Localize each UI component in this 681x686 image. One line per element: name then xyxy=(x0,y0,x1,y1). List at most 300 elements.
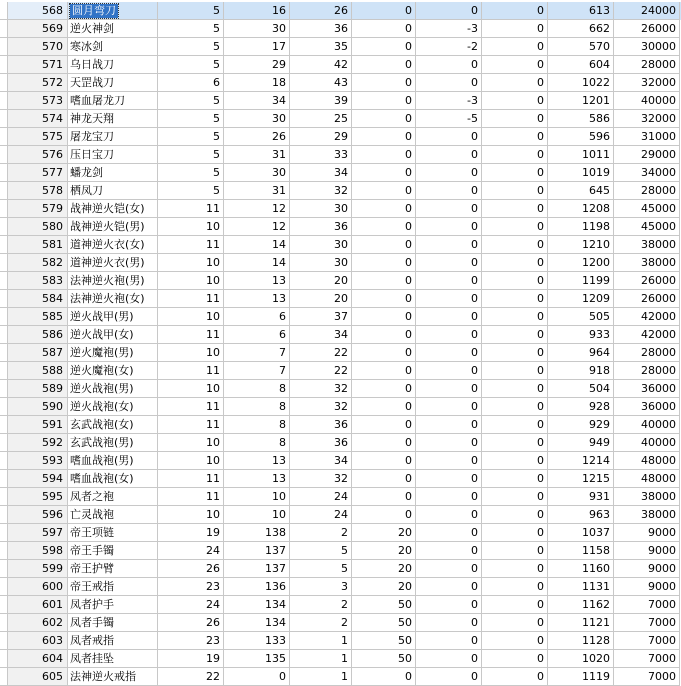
item-name-cell[interactable]: 战神逆火铠(女) xyxy=(68,200,158,218)
value-cell[interactable]: 30 xyxy=(290,236,352,254)
table-row[interactable] xyxy=(0,614,681,632)
value-cell[interactable]: 662 xyxy=(548,20,614,38)
table-row[interactable] xyxy=(0,632,681,650)
value-cell[interactable]: 133 xyxy=(224,632,290,650)
value-cell[interactable]: 0 xyxy=(482,218,548,236)
row-id-cell[interactable]: 576 xyxy=(8,146,68,164)
value-cell[interactable]: 0 xyxy=(416,272,482,290)
row-id-cell[interactable]: 598 xyxy=(8,542,68,560)
value-cell[interactable]: 0 xyxy=(352,272,416,290)
item-name-cell[interactable]: 栖凤刀 xyxy=(68,182,158,200)
row-id-cell[interactable]: 585 xyxy=(8,308,68,326)
row-id-cell[interactable]: 570 xyxy=(8,38,68,56)
value-cell[interactable]: 29 xyxy=(290,128,352,146)
value-cell[interactable]: 26 xyxy=(290,2,352,20)
price-cell[interactable]: 9000 xyxy=(614,560,680,578)
table-row[interactable] xyxy=(0,128,681,146)
row-id-cell[interactable]: 569 xyxy=(8,20,68,38)
value-cell[interactable]: 0 xyxy=(416,326,482,344)
value-cell[interactable]: 19 xyxy=(158,650,224,668)
value-cell[interactable]: 34 xyxy=(290,164,352,182)
table-row[interactable] xyxy=(0,218,681,236)
value-cell[interactable]: 25 xyxy=(290,110,352,128)
value-cell[interactable]: 39 xyxy=(290,92,352,110)
row-id-cell[interactable]: 579 xyxy=(8,200,68,218)
item-name-cell[interactable]: 蟠龙剑 xyxy=(68,164,158,182)
value-cell[interactable]: 11 xyxy=(158,398,224,416)
value-cell[interactable]: 1210 xyxy=(548,236,614,254)
price-cell[interactable]: 40000 xyxy=(614,416,680,434)
value-cell[interactable]: 33 xyxy=(290,146,352,164)
table-row[interactable] xyxy=(0,308,681,326)
value-cell[interactable]: 0 xyxy=(352,470,416,488)
table-row[interactable] xyxy=(0,452,681,470)
value-cell[interactable]: 13 xyxy=(224,470,290,488)
value-cell[interactable]: 0 xyxy=(352,164,416,182)
value-cell[interactable]: 8 xyxy=(224,434,290,452)
value-cell[interactable]: 24 xyxy=(290,506,352,524)
value-cell[interactable]: 1011 xyxy=(548,146,614,164)
value-cell[interactable]: 11 xyxy=(158,470,224,488)
value-cell[interactable]: 0 xyxy=(482,236,548,254)
item-name-cell[interactable]: 逆火战甲(男) xyxy=(68,308,158,326)
value-cell[interactable]: 1119 xyxy=(548,668,614,686)
price-cell[interactable]: 7000 xyxy=(614,668,680,686)
row-id-cell[interactable]: 605 xyxy=(8,668,68,686)
value-cell[interactable]: 134 xyxy=(224,614,290,632)
table-row[interactable] xyxy=(0,92,681,110)
table-row[interactable] xyxy=(0,254,681,272)
value-cell[interactable]: 570 xyxy=(548,38,614,56)
value-cell[interactable]: 34 xyxy=(224,92,290,110)
price-cell[interactable]: 42000 xyxy=(614,326,680,344)
value-cell[interactable]: 0 xyxy=(482,416,548,434)
value-cell[interactable]: 0 xyxy=(482,164,548,182)
value-cell[interactable]: 8 xyxy=(224,380,290,398)
table-row[interactable] xyxy=(0,110,681,128)
value-cell[interactable]: 0 xyxy=(482,596,548,614)
row-id-cell[interactable]: 593 xyxy=(8,452,68,470)
value-cell[interactable]: 135 xyxy=(224,650,290,668)
value-cell[interactable]: 0 xyxy=(352,56,416,74)
value-cell[interactable]: 0 xyxy=(482,470,548,488)
value-cell[interactable]: 2 xyxy=(290,614,352,632)
table-row[interactable] xyxy=(0,2,681,20)
value-cell[interactable]: 0 xyxy=(352,74,416,92)
value-cell[interactable]: 30 xyxy=(290,200,352,218)
value-cell[interactable]: 22 xyxy=(290,362,352,380)
item-name-cell[interactable]: 逆火战甲(女) xyxy=(68,326,158,344)
value-cell[interactable]: 0 xyxy=(352,92,416,110)
value-cell[interactable]: 0 xyxy=(482,254,548,272)
value-cell[interactable]: -2 xyxy=(416,38,482,56)
value-cell[interactable]: 10 xyxy=(224,506,290,524)
value-cell[interactable]: 0 xyxy=(482,146,548,164)
value-cell[interactable]: 10 xyxy=(158,380,224,398)
table-row[interactable] xyxy=(0,398,681,416)
value-cell[interactable]: 134 xyxy=(224,596,290,614)
item-name-cell[interactable]: 凤者护手 xyxy=(68,596,158,614)
value-cell[interactable]: 0 xyxy=(416,344,482,362)
value-cell[interactable]: 5 xyxy=(158,2,224,20)
value-cell[interactable]: 29 xyxy=(224,56,290,74)
value-cell[interactable]: 0 xyxy=(352,236,416,254)
item-name-cell[interactable]: 玄武战袍(女) xyxy=(68,416,158,434)
row-id-cell[interactable]: 581 xyxy=(8,236,68,254)
value-cell[interactable]: 0 xyxy=(482,578,548,596)
item-name-cell[interactable]: 道神逆火衣(女) xyxy=(68,236,158,254)
table-row[interactable] xyxy=(0,236,681,254)
value-cell[interactable]: 929 xyxy=(548,416,614,434)
value-cell[interactable]: 138 xyxy=(224,524,290,542)
value-cell[interactable]: 0 xyxy=(482,272,548,290)
value-cell[interactable]: 10 xyxy=(158,308,224,326)
item-name-cell[interactable]: 帝王手镯 xyxy=(68,542,158,560)
value-cell[interactable]: 0 xyxy=(416,56,482,74)
price-cell[interactable]: 38000 xyxy=(614,236,680,254)
value-cell[interactable]: 0 xyxy=(352,452,416,470)
value-cell[interactable]: 0 xyxy=(416,506,482,524)
value-cell[interactable]: 0 xyxy=(482,668,548,686)
value-cell[interactable]: 5 xyxy=(158,38,224,56)
value-cell[interactable]: 963 xyxy=(548,506,614,524)
value-cell[interactable]: 2 xyxy=(290,596,352,614)
row-id-cell[interactable]: 568 xyxy=(8,2,68,20)
row-id-cell[interactable]: 603 xyxy=(8,632,68,650)
value-cell[interactable]: 0 xyxy=(352,362,416,380)
table-row[interactable] xyxy=(0,506,681,524)
price-cell[interactable]: 38000 xyxy=(614,254,680,272)
value-cell[interactable]: 0 xyxy=(416,2,482,20)
table-row[interactable] xyxy=(0,542,681,560)
value-cell[interactable]: 30 xyxy=(224,20,290,38)
row-id-cell[interactable]: 580 xyxy=(8,218,68,236)
table-row[interactable] xyxy=(0,380,681,398)
item-name-cell[interactable]: 玄武战袍(男) xyxy=(68,434,158,452)
row-id-cell[interactable]: 578 xyxy=(8,182,68,200)
value-cell[interactable]: 24 xyxy=(158,542,224,560)
value-cell[interactable]: 50 xyxy=(352,650,416,668)
item-name-cell[interactable]: 法神逆火戒指 xyxy=(68,668,158,686)
value-cell[interactable]: 0 xyxy=(352,38,416,56)
value-cell[interactable]: 0 xyxy=(416,524,482,542)
value-cell[interactable]: 0 xyxy=(416,488,482,506)
price-cell[interactable]: 9000 xyxy=(614,542,680,560)
value-cell[interactable]: 0 xyxy=(416,578,482,596)
value-cell[interactable]: 5 xyxy=(158,56,224,74)
value-cell[interactable]: 34 xyxy=(290,326,352,344)
value-cell[interactable]: 19 xyxy=(158,524,224,542)
table-row[interactable] xyxy=(0,326,681,344)
value-cell[interactable]: 36 xyxy=(290,416,352,434)
value-cell[interactable]: 2 xyxy=(290,524,352,542)
item-name-cell[interactable]: 神龙天翔 xyxy=(68,110,158,128)
value-cell[interactable]: 0 xyxy=(482,182,548,200)
row-id-cell[interactable]: 574 xyxy=(8,110,68,128)
item-name-cell[interactable]: 逆火战袍(男) xyxy=(68,380,158,398)
value-cell[interactable]: 36 xyxy=(290,218,352,236)
value-cell[interactable]: 5 xyxy=(158,182,224,200)
table-row[interactable] xyxy=(0,578,681,596)
value-cell[interactable]: 32 xyxy=(290,182,352,200)
value-cell[interactable]: 0 xyxy=(416,470,482,488)
price-cell[interactable]: 9000 xyxy=(614,578,680,596)
value-cell[interactable]: 0 xyxy=(416,164,482,182)
value-cell[interactable]: 1162 xyxy=(548,596,614,614)
price-cell[interactable]: 38000 xyxy=(614,488,680,506)
value-cell[interactable]: 1 xyxy=(290,632,352,650)
value-cell[interactable]: 0 xyxy=(352,434,416,452)
value-cell[interactable]: 604 xyxy=(548,56,614,74)
value-cell[interactable]: 0 xyxy=(482,92,548,110)
value-cell[interactable]: 0 xyxy=(352,290,416,308)
table-row[interactable] xyxy=(0,362,681,380)
value-cell[interactable]: 0 xyxy=(352,488,416,506)
value-cell[interactable]: -5 xyxy=(416,110,482,128)
value-cell[interactable]: 0 xyxy=(416,632,482,650)
value-cell[interactable]: 0 xyxy=(352,398,416,416)
value-cell[interactable]: 918 xyxy=(548,362,614,380)
table-row[interactable] xyxy=(0,488,681,506)
price-cell[interactable]: 32000 xyxy=(614,110,680,128)
value-cell[interactable]: 0 xyxy=(416,182,482,200)
item-name-cell[interactable]: 凤者戒指 xyxy=(68,632,158,650)
price-cell[interactable]: 38000 xyxy=(614,506,680,524)
value-cell[interactable]: 10 xyxy=(158,506,224,524)
value-cell[interactable]: 14 xyxy=(224,254,290,272)
value-cell[interactable]: 1128 xyxy=(548,632,614,650)
table-row[interactable] xyxy=(0,56,681,74)
table-row[interactable] xyxy=(0,200,681,218)
value-cell[interactable]: 10 xyxy=(158,452,224,470)
row-id-cell[interactable]: 597 xyxy=(8,524,68,542)
item-name-cell[interactable]: 逆火魔袍(男) xyxy=(68,344,158,362)
value-cell[interactable]: 12 xyxy=(224,200,290,218)
item-name-cell[interactable]: 天罡战刀 xyxy=(68,74,158,92)
price-cell[interactable]: 30000 xyxy=(614,38,680,56)
value-cell[interactable]: 18 xyxy=(224,74,290,92)
row-id-cell[interactable]: 586 xyxy=(8,326,68,344)
value-cell[interactable]: 0 xyxy=(482,290,548,308)
table-row[interactable] xyxy=(0,164,681,182)
value-cell[interactable]: 0 xyxy=(416,596,482,614)
value-cell[interactable]: 0 xyxy=(482,2,548,20)
value-cell[interactable]: 10 xyxy=(158,254,224,272)
value-cell[interactable]: 5 xyxy=(158,20,224,38)
item-name-cell[interactable] xyxy=(68,2,158,20)
value-cell[interactable]: 0 xyxy=(416,542,482,560)
value-cell[interactable]: 0 xyxy=(416,452,482,470)
item-name-cell[interactable]: 帝王项链 xyxy=(68,524,158,542)
item-name-cell[interactable]: 屠龙宝刀 xyxy=(68,128,158,146)
value-cell[interactable]: 505 xyxy=(548,308,614,326)
value-cell[interactable]: 14 xyxy=(224,236,290,254)
price-cell[interactable]: 40000 xyxy=(614,434,680,452)
value-cell[interactable]: 137 xyxy=(224,542,290,560)
value-cell[interactable]: 0 xyxy=(482,362,548,380)
value-cell[interactable]: 136 xyxy=(224,578,290,596)
value-cell[interactable]: 504 xyxy=(548,380,614,398)
price-cell[interactable]: 26000 xyxy=(614,290,680,308)
value-cell[interactable]: 11 xyxy=(158,200,224,218)
table-row[interactable] xyxy=(0,596,681,614)
value-cell[interactable]: 1022 xyxy=(548,74,614,92)
value-cell[interactable]: 7 xyxy=(224,344,290,362)
value-cell[interactable]: 0 xyxy=(416,200,482,218)
value-cell[interactable]: 0 xyxy=(482,110,548,128)
value-cell[interactable]: 0 xyxy=(416,614,482,632)
item-name-cell[interactable]: 压日宝刀 xyxy=(68,146,158,164)
value-cell[interactable]: 0 xyxy=(352,182,416,200)
row-id-cell[interactable]: 588 xyxy=(8,362,68,380)
value-cell[interactable]: 11 xyxy=(158,362,224,380)
price-cell[interactable]: 36000 xyxy=(614,380,680,398)
value-cell[interactable]: 26 xyxy=(224,128,290,146)
price-cell[interactable]: 28000 xyxy=(614,182,680,200)
value-cell[interactable]: 36 xyxy=(290,20,352,38)
value-cell[interactable]: 32 xyxy=(290,380,352,398)
value-cell[interactable]: 30 xyxy=(224,110,290,128)
table-row[interactable] xyxy=(0,560,681,578)
value-cell[interactable]: 1209 xyxy=(548,290,614,308)
row-id-cell[interactable]: 583 xyxy=(8,272,68,290)
value-cell[interactable]: 1020 xyxy=(548,650,614,668)
table-row[interactable] xyxy=(0,38,681,56)
item-name-cell[interactable]: 嗜血战袍(男) xyxy=(68,452,158,470)
value-cell[interactable]: 10 xyxy=(158,344,224,362)
value-cell[interactable]: 0 xyxy=(482,308,548,326)
value-cell[interactable]: 933 xyxy=(548,326,614,344)
value-cell[interactable]: 20 xyxy=(352,578,416,596)
value-cell[interactable]: 0 xyxy=(482,650,548,668)
value-cell[interactable]: 3 xyxy=(290,578,352,596)
value-cell[interactable]: 1131 xyxy=(548,578,614,596)
value-cell[interactable]: 5 xyxy=(158,128,224,146)
price-cell[interactable]: 9000 xyxy=(614,524,680,542)
value-cell[interactable]: 0 xyxy=(416,434,482,452)
value-cell[interactable]: 0 xyxy=(352,146,416,164)
table-row[interactable] xyxy=(0,344,681,362)
value-cell[interactable]: 0 xyxy=(352,2,416,20)
value-cell[interactable]: 0 xyxy=(352,416,416,434)
value-cell[interactable]: 35 xyxy=(290,38,352,56)
value-cell[interactable]: 8 xyxy=(224,398,290,416)
value-cell[interactable]: 1 xyxy=(290,650,352,668)
value-cell[interactable]: 0 xyxy=(482,434,548,452)
row-id-cell[interactable]: 575 xyxy=(8,128,68,146)
value-cell[interactable]: 1199 xyxy=(548,272,614,290)
value-cell[interactable]: 0 xyxy=(416,128,482,146)
row-id-cell[interactable]: 604 xyxy=(8,650,68,668)
row-id-cell[interactable]: 592 xyxy=(8,434,68,452)
value-cell[interactable]: 50 xyxy=(352,614,416,632)
value-cell[interactable]: 949 xyxy=(548,434,614,452)
row-id-cell[interactable]: 596 xyxy=(8,506,68,524)
price-cell[interactable]: 32000 xyxy=(614,74,680,92)
value-cell[interactable]: 0 xyxy=(482,20,548,38)
value-cell[interactable]: 20 xyxy=(352,524,416,542)
item-name-cell[interactable]: 亡灵战袍 xyxy=(68,506,158,524)
value-cell[interactable]: 1214 xyxy=(548,452,614,470)
price-cell[interactable]: 24000 xyxy=(614,2,680,20)
value-cell[interactable]: 0 xyxy=(352,308,416,326)
value-cell[interactable]: 0 xyxy=(416,236,482,254)
row-id-cell[interactable]: 601 xyxy=(8,596,68,614)
price-cell[interactable]: 36000 xyxy=(614,398,680,416)
value-cell[interactable]: 928 xyxy=(548,398,614,416)
item-name-cell[interactable]: 乌日战刀 xyxy=(68,56,158,74)
value-cell[interactable]: 0 xyxy=(482,632,548,650)
value-cell[interactable]: 0 xyxy=(416,218,482,236)
row-id-cell[interactable]: 573 xyxy=(8,92,68,110)
table-row[interactable] xyxy=(0,290,681,308)
value-cell[interactable]: 20 xyxy=(290,290,352,308)
value-cell[interactable]: 0 xyxy=(416,380,482,398)
row-id-cell[interactable]: 594 xyxy=(8,470,68,488)
value-cell[interactable]: 42 xyxy=(290,56,352,74)
value-cell[interactable]: 0 xyxy=(416,146,482,164)
value-cell[interactable]: 6 xyxy=(224,308,290,326)
value-cell[interactable]: 613 xyxy=(548,2,614,20)
value-cell[interactable]: 586 xyxy=(548,110,614,128)
value-cell[interactable]: 0 xyxy=(352,668,416,686)
value-cell[interactable]: 32 xyxy=(290,470,352,488)
value-cell[interactable]: 5 xyxy=(290,542,352,560)
value-cell[interactable]: 30 xyxy=(290,254,352,272)
value-cell[interactable]: 0 xyxy=(416,398,482,416)
price-cell[interactable]: 40000 xyxy=(614,92,680,110)
price-cell[interactable]: 28000 xyxy=(614,56,680,74)
value-cell[interactable]: 37 xyxy=(290,308,352,326)
value-cell[interactable]: 0 xyxy=(482,326,548,344)
price-cell[interactable]: 7000 xyxy=(614,650,680,668)
value-cell[interactable]: 11 xyxy=(158,290,224,308)
item-name-cell[interactable]: 寒冰剑 xyxy=(68,38,158,56)
value-cell[interactable]: 5 xyxy=(158,110,224,128)
value-cell[interactable]: 0 xyxy=(482,488,548,506)
value-cell[interactable]: 17 xyxy=(224,38,290,56)
value-cell[interactable]: 11 xyxy=(158,236,224,254)
value-cell[interactable]: 16 xyxy=(224,2,290,20)
item-name-cell[interactable]: 嗜血屠龙刀 xyxy=(68,92,158,110)
item-name-cell[interactable]: 道神逆火衣(男) xyxy=(68,254,158,272)
price-cell[interactable]: 34000 xyxy=(614,164,680,182)
value-cell[interactable]: 964 xyxy=(548,344,614,362)
value-cell[interactable]: 20 xyxy=(352,560,416,578)
table-row[interactable] xyxy=(0,470,681,488)
price-cell[interactable]: 45000 xyxy=(614,218,680,236)
value-cell[interactable]: 1215 xyxy=(548,470,614,488)
value-cell[interactable]: 0 xyxy=(416,560,482,578)
item-name-cell[interactable]: 帝王戒指 xyxy=(68,578,158,596)
value-cell[interactable]: -3 xyxy=(416,92,482,110)
item-name-cell[interactable]: 凤者挂坠 xyxy=(68,650,158,668)
table-row[interactable] xyxy=(0,74,681,92)
value-cell[interactable]: 0 xyxy=(482,380,548,398)
value-cell[interactable]: 0 xyxy=(482,560,548,578)
value-cell[interactable]: 1198 xyxy=(548,218,614,236)
value-cell[interactable]: 10 xyxy=(158,434,224,452)
value-cell[interactable]: 1200 xyxy=(548,254,614,272)
value-cell[interactable]: 1121 xyxy=(548,614,614,632)
value-cell[interactable]: 0 xyxy=(482,38,548,56)
item-name-cell[interactable]: 法神逆火袍(女) xyxy=(68,290,158,308)
table-row[interactable] xyxy=(0,146,681,164)
value-cell[interactable]: 23 xyxy=(158,578,224,596)
value-cell[interactable]: 11 xyxy=(158,326,224,344)
value-cell[interactable]: 1208 xyxy=(548,200,614,218)
table-row[interactable] xyxy=(0,668,681,686)
